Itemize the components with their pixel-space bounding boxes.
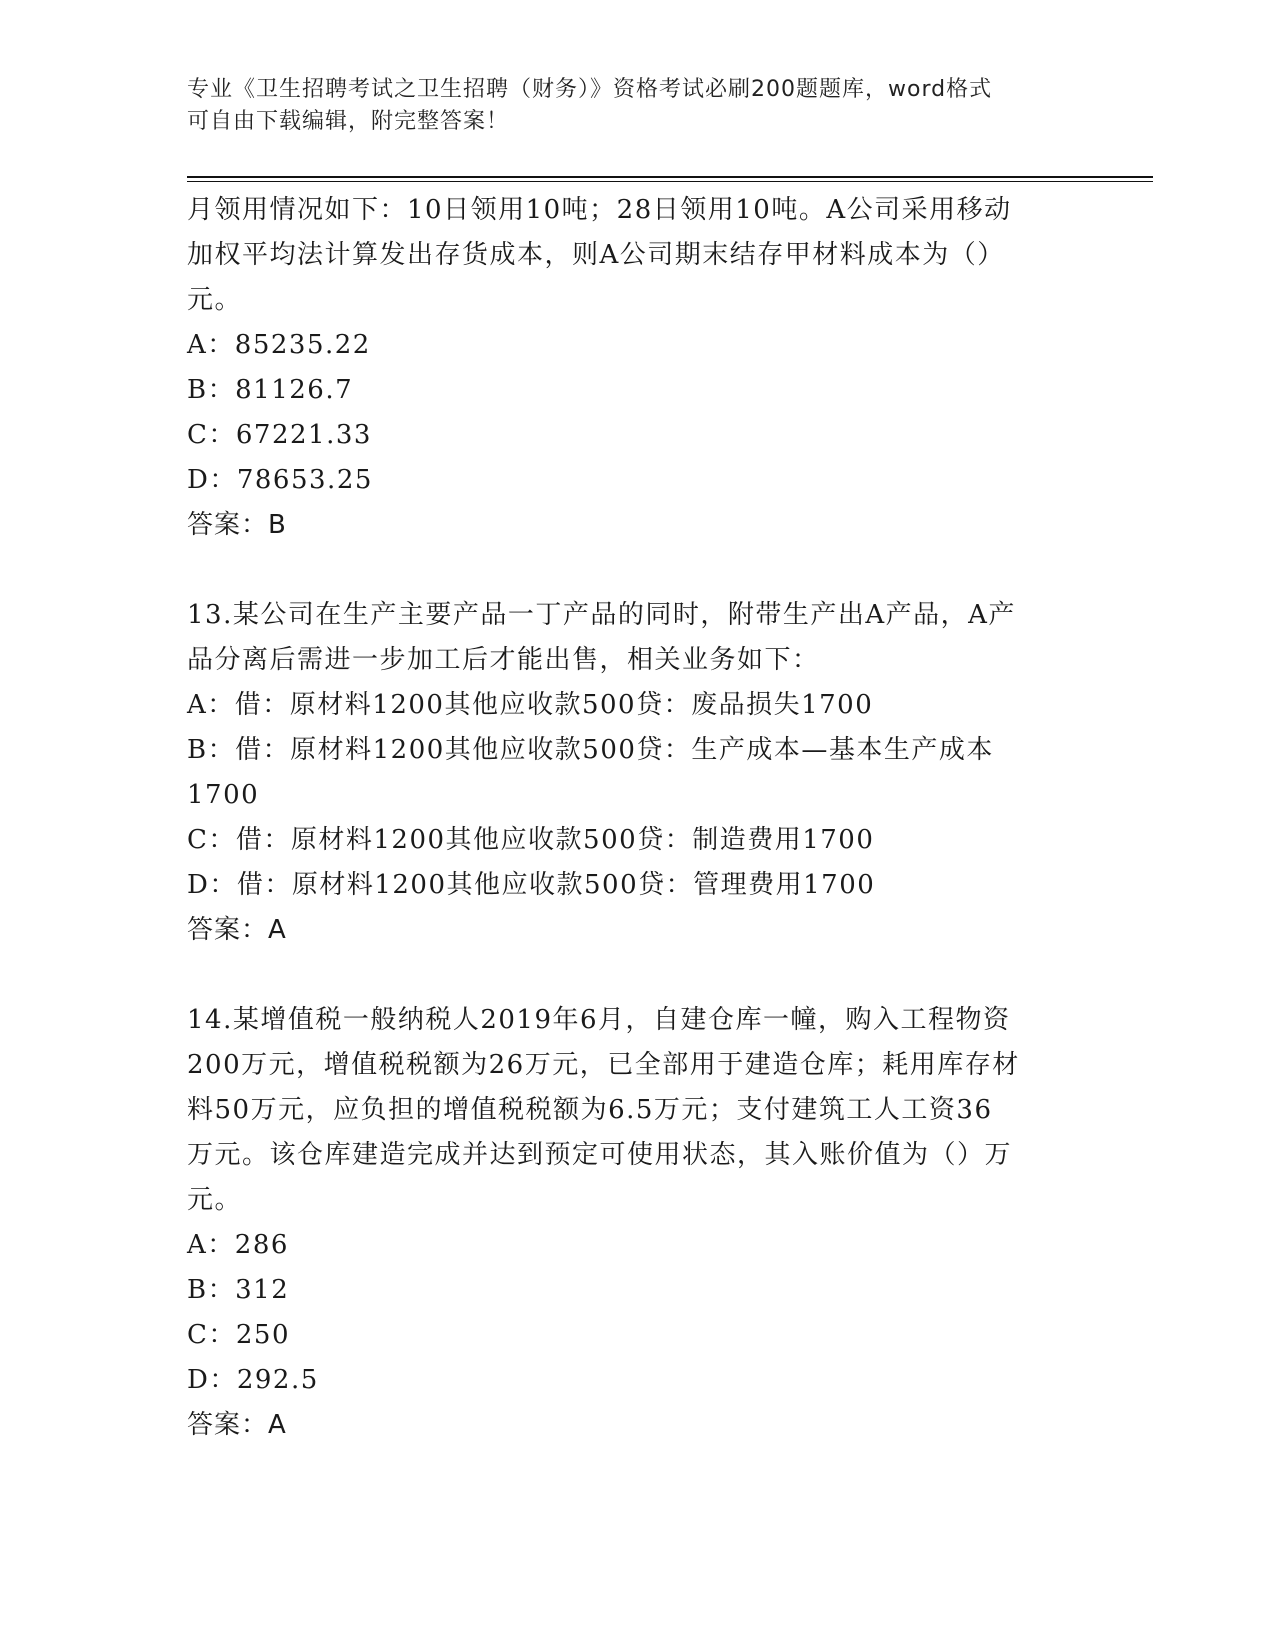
option-a: A：借：原材料1200其他应收款500贷：废品损失1700 xyxy=(187,690,874,720)
spacer xyxy=(187,953,1067,998)
question-13 xyxy=(187,593,1067,953)
header-line-1: 专业《卫生招聘考试之卫生招聘（财务）》资格考试必刷200题题库，word格式 xyxy=(187,77,993,102)
question-text-line: 月领用情况如下：10日领用10吨；28日领用10吨。A公司采用移动 xyxy=(187,195,1012,225)
option-a: A：286 xyxy=(187,1230,289,1260)
option-d: D：292.5 xyxy=(187,1365,319,1395)
option-b-continued: 1700 xyxy=(187,780,260,810)
question-text-line: 加权平均法计算发出存货成本，则A公司期末结存甲材料成本为（） xyxy=(187,240,1005,270)
answer-line: 答案：A xyxy=(187,1410,287,1440)
spacer xyxy=(187,548,1067,593)
question-text-line: 14.某增值税一般纳税人2019年6月，自建仓库一幢，购入工程物资 xyxy=(187,1005,1011,1035)
option-b: B：81126.7 xyxy=(187,375,354,405)
question-text-line: 料50万元，应负担的增值税税额为6.5万元；支付建筑工人工资36 xyxy=(187,1095,993,1125)
question-12 xyxy=(187,188,1067,548)
question-text-line: 200万元，增值税税额为26万元，已全部用于建造仓库；耗用库存材 xyxy=(187,1050,1020,1080)
option-c: C：250 xyxy=(187,1320,291,1350)
question-text-line: 万元。该仓库建造完成并达到预定可使用状态，其入账价值为（）万 xyxy=(187,1140,1013,1170)
option-d: D：78653.25 xyxy=(187,465,373,495)
option-c: C：67221.33 xyxy=(187,420,372,450)
option-b: B：312 xyxy=(187,1275,290,1305)
answer-line: 答案：A xyxy=(187,915,287,945)
question-text-line: 元。 xyxy=(187,1185,243,1215)
option-a: A：85235.22 xyxy=(187,330,371,360)
question-14 xyxy=(187,998,1067,1448)
header-line-2: 可自由下载编辑，附完整答案！ xyxy=(187,109,510,134)
document-body xyxy=(187,188,1067,1448)
header-divider xyxy=(187,176,1153,182)
answer-line: 答案：B xyxy=(187,510,287,540)
question-text-line: 品分离后需进一步加工后才能出售，相关业务如下： xyxy=(187,645,820,675)
question-text-line: 13.某公司在生产主要产品一丁产品的同时，附带生产出A产品，A产 xyxy=(187,600,1016,630)
option-b: B：借：原材料1200其他应收款500贷：生产成本—基本生产成本 xyxy=(187,735,994,765)
option-c: C：借：原材料1200其他应收款500贷：制造费用1700 xyxy=(187,825,875,855)
option-d: D：借：原材料1200其他应收款500贷：管理费用1700 xyxy=(187,870,876,900)
question-text-line: 元。 xyxy=(187,285,243,315)
document-header xyxy=(187,74,1067,138)
